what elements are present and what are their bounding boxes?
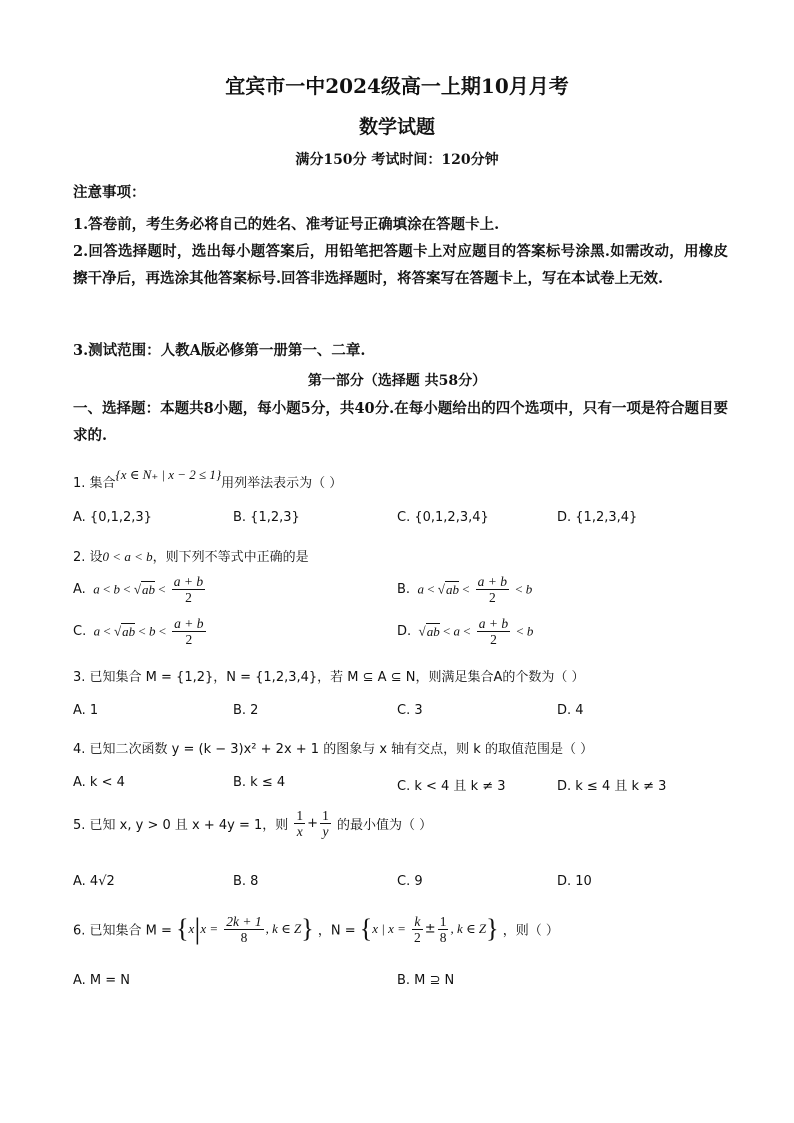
q2-option-a[interactable]: A. a < b < √ab < $\frac{a + b}{2}$	[73, 574, 204, 605]
q2-option-d[interactable]: D. √ab < a < $\frac{a + b}{2}$ < b	[397, 616, 534, 647]
q2-stem-post: ，则下列不等式中正确的是	[152, 550, 309, 565]
q1-option-a[interactable]: A. {0,1,2,3}	[73, 510, 152, 525]
note-3: 3.测试范围：人教A版必修第一册第一、二章.	[73, 342, 366, 359]
q1-option-c[interactable]: C. {0,1,2,3,4}	[397, 510, 489, 525]
note-1: 1.答卷前，考生务必将自己的姓名、准考证号正确填涂在答题卡上.	[73, 216, 500, 233]
q6-option-a[interactable]: A. M = N	[73, 973, 131, 988]
question-2	[73, 546, 309, 565]
q1-option-d[interactable]: D. {1,2,3,4}	[557, 510, 638, 525]
q3-option-a[interactable]: A. 1	[73, 703, 99, 718]
question-1: 1. 集合{x ∈ N₊ | x − 2 ≤ 1}用列举法表示为（ ）	[73, 467, 343, 491]
q2-option-c[interactable]: C. a < √ab < b < $\frac{a + b}{2}$	[73, 616, 204, 647]
note-2: 2.回答选择题时，选出每小题答案后，用铅笔把答题卡上对应题目的答案标号涂黑.如需改动，用橡皮擦干净后，再选涂其他答案标号.回答非选择题时，将答案写在答题卡上，写在本试卷上无效.	[73, 243, 728, 287]
q2-c-label: C.	[73, 624, 87, 639]
q1-set: x ∈ N₊ | x − 2 ≤ 1	[120, 467, 216, 482]
q2-a-label: A.	[73, 582, 86, 597]
question-5: 5. 已知 x, y > 0 且 x + 4y = 1，则 $\frac{1}{x}$ + $\frac{1}{y}$ 的最小值为（ ）	[73, 808, 433, 839]
notes-heading: 注意事项：	[73, 184, 146, 201]
q4-option-a[interactable]: A. k < 4	[73, 775, 125, 790]
q6-pre: 6. 已知集合 M =	[73, 923, 172, 939]
q6-option-b[interactable]: B. M ⊇ N	[397, 973, 455, 988]
q2-b-label: B.	[397, 582, 411, 597]
q2-d-label: D.	[397, 624, 412, 639]
q4-option-c[interactable]: C. k < 4 且 k ≠ 3	[397, 779, 506, 794]
q5-option-b[interactable]: B. 8	[233, 874, 259, 889]
q1-post: 用列举法表示为（ ）	[221, 476, 343, 491]
exam-title: 宜宾市一中2024级高一上期10月月考	[225, 74, 569, 98]
q4-option-b[interactable]: B. k ≤ 4	[233, 775, 286, 790]
q5-post: 的最小值为（ ）	[336, 818, 433, 833]
q4-option-d[interactable]: D. k ≤ 4 且 k ≠ 3	[557, 779, 667, 794]
part1-heading: 第一部分（选择题 共58分）	[307, 373, 487, 389]
q1-option-b[interactable]: B. {1,2,3}	[233, 510, 300, 525]
q5-pre: 5. 已知 x, y > 0 且 x + 4y = 1，则	[73, 818, 289, 833]
question-6: 6. 已知集合 M = {x|x = $\frac{2k + 1}{8}$ , k ∈ Z} ，N = {x | x = $\frac{k}{2}$ ± $\frac{1}{8}$ , k ∈ Z} ，则（ ）	[73, 912, 559, 945]
q2-stem-math: 0 < a < b	[102, 549, 153, 564]
question-4: 4. 已知二次函数 y = (k − 3)x² + 2x + 1 的图象与 x 轴有交点，则 k 的取值范围是（ ）	[73, 742, 594, 757]
exam-info: 满分150分 考试时间：120分钟	[295, 152, 499, 168]
q3-option-c[interactable]: C. 3	[397, 703, 423, 718]
q6-post: ，则（ ）	[502, 923, 559, 939]
subject-title: 数学试题	[358, 116, 435, 138]
q3-option-d[interactable]: D. 4	[557, 703, 584, 718]
section-heading: 一、选择题：本题共8小题，每小题5分，共40分.在每小题给出的四个选项中，只有一项是符合题目要求的.	[73, 400, 728, 444]
q5-option-d[interactable]: D. 10	[557, 874, 592, 889]
q2-option-b[interactable]: B. a < √ab < $\frac{a + b}{2}$ < b	[397, 574, 533, 605]
q2-stem-pre: 2. 设	[73, 550, 103, 565]
q5-option-c[interactable]: C. 9	[397, 874, 423, 889]
q5-option-a[interactable]: A. 4√2	[73, 874, 115, 889]
q1-pre: 1. 集合	[73, 476, 116, 491]
q3-option-b[interactable]: B. 2	[233, 703, 259, 718]
question-3: 3. 已知集合 M = {1,2}，N = {1,2,3,4}，若 M ⊆ A ⊆ N，则满足集合A的个数为（ ）	[73, 670, 585, 685]
